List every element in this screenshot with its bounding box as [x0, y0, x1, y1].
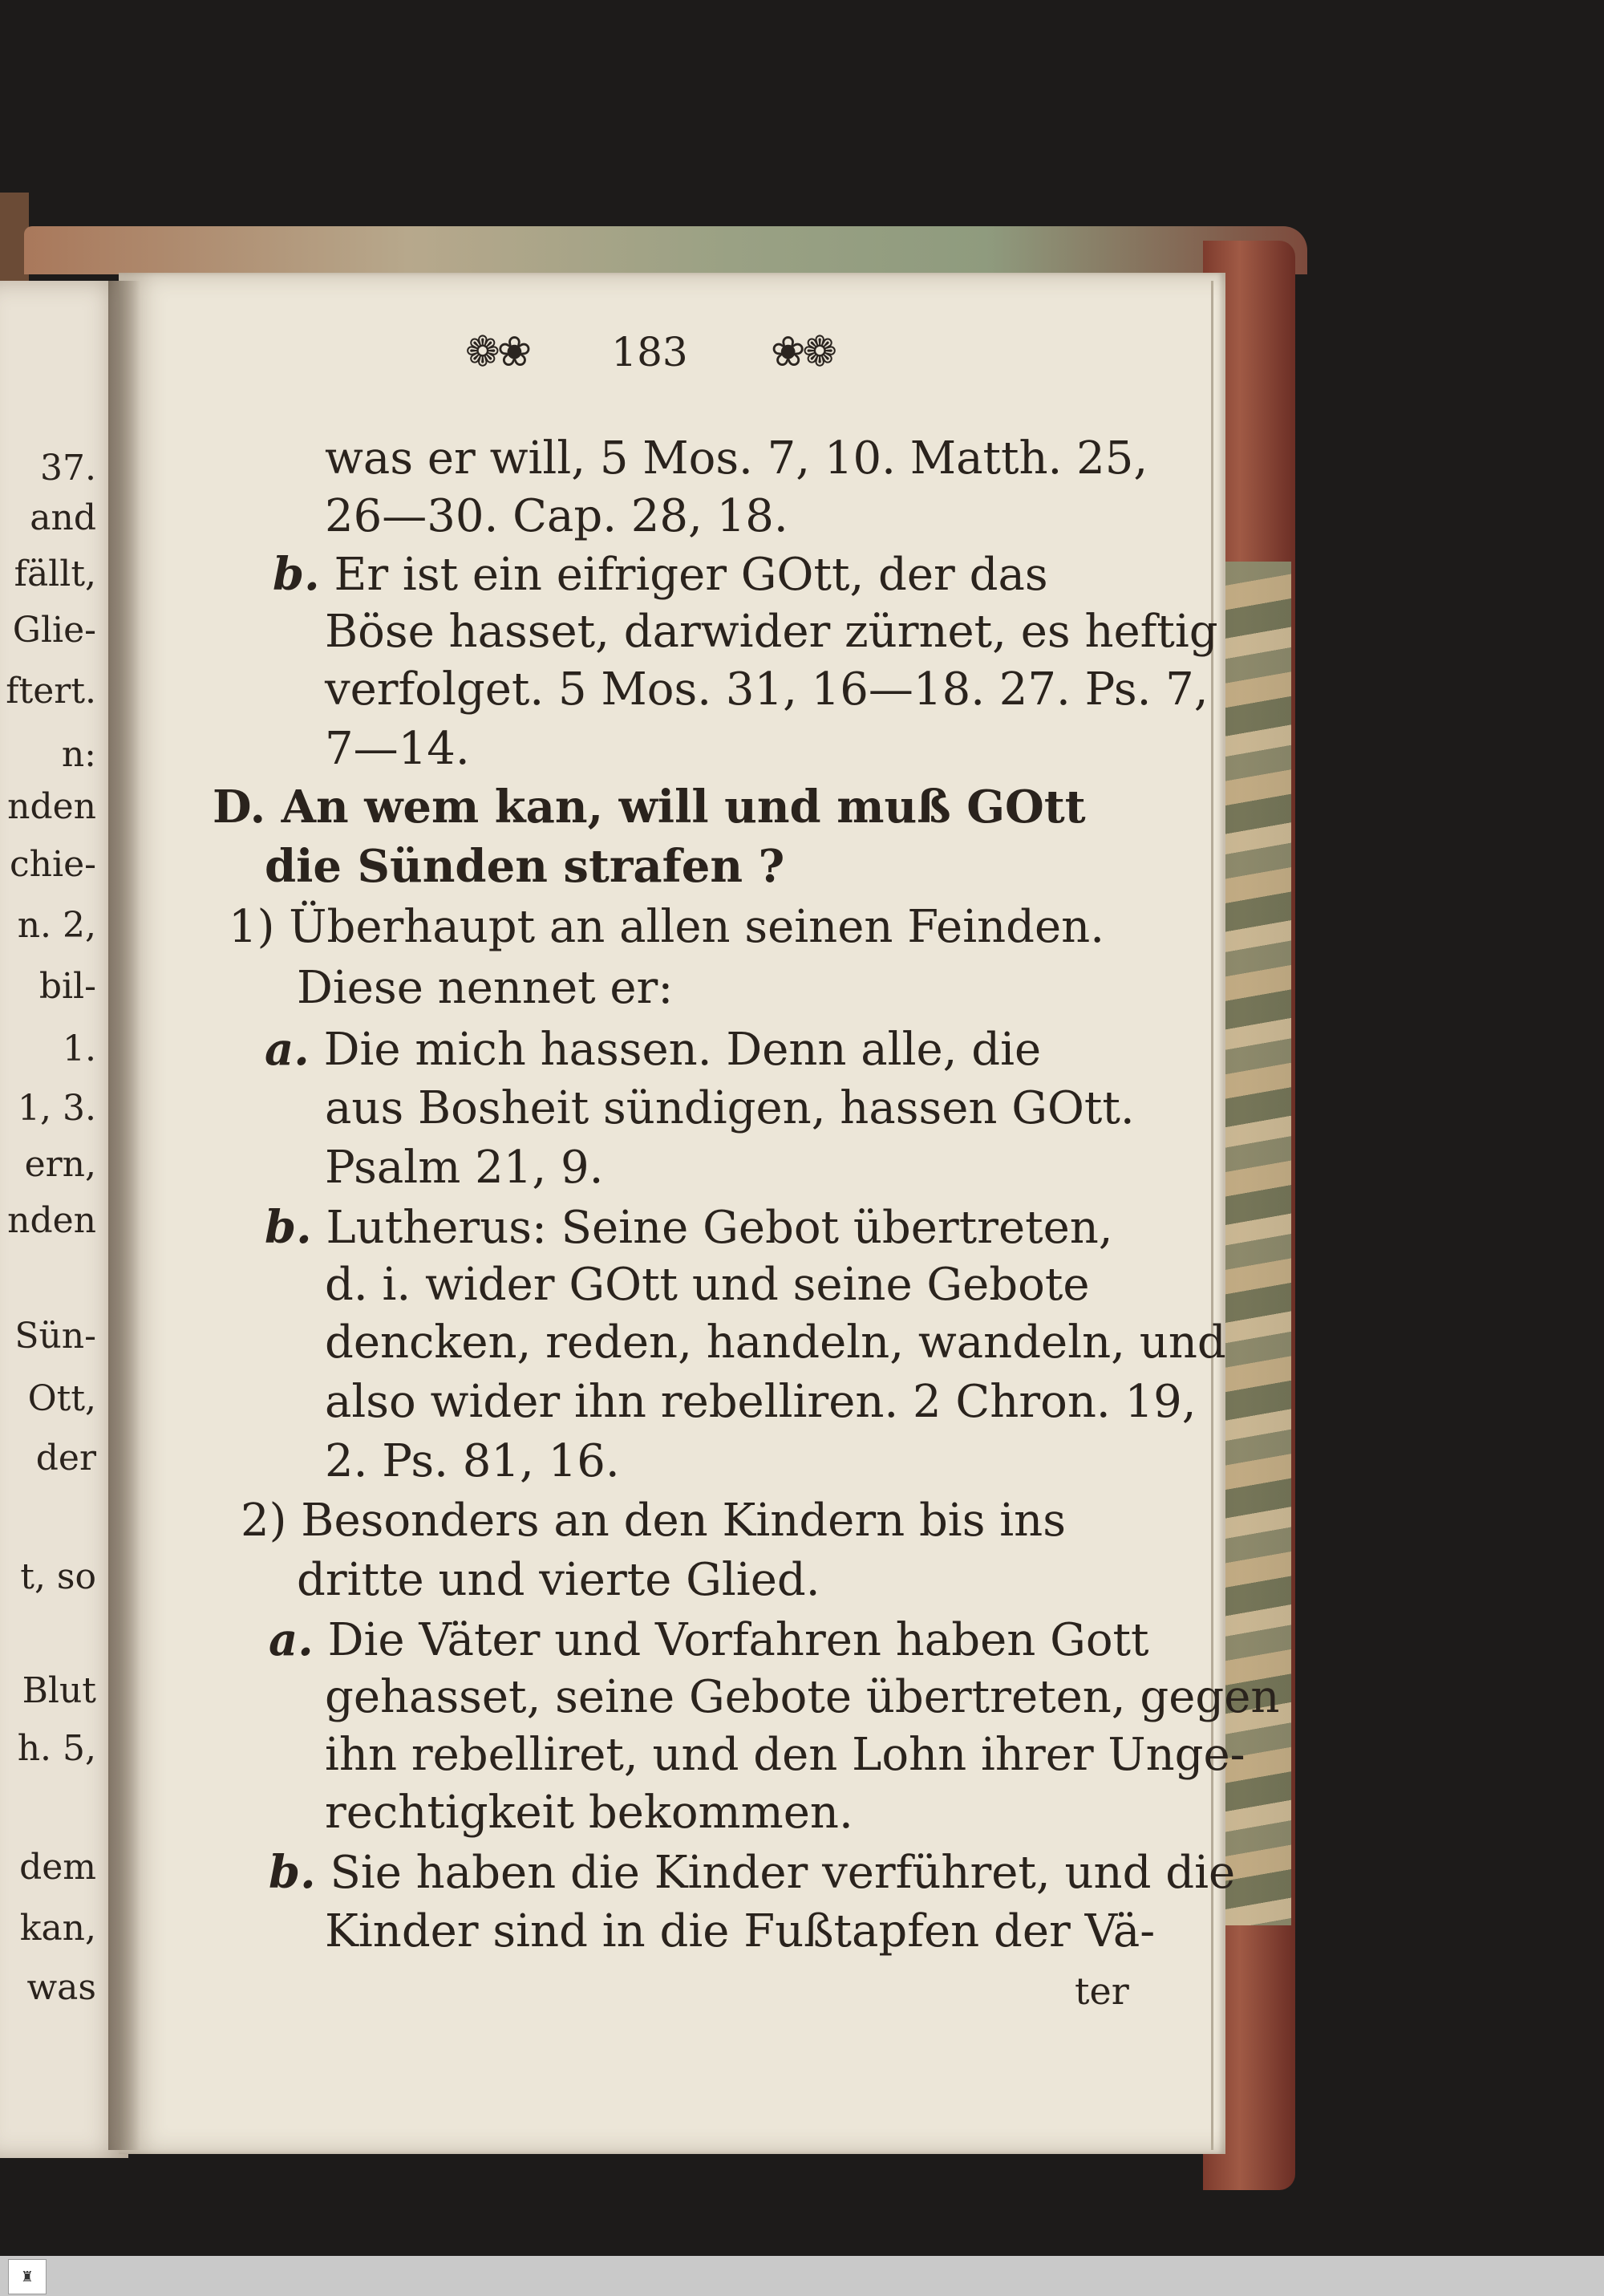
text-line: Böse hasset, darwider zürnet, es heftig	[325, 606, 1218, 658]
left-fragment: 1, 3.	[18, 1088, 96, 1129]
text-line: 7—14.	[325, 723, 470, 775]
left-fragment: Ott,	[27, 1378, 96, 1419]
left-fragment: dem	[19, 1847, 96, 1888]
ornament-right-icon: ❀❁	[770, 328, 834, 376]
text-line: dritte und vierte Glied.	[297, 1554, 820, 1606]
left-fragment: chie-	[10, 844, 96, 885]
left-fragment: n. 2,	[17, 905, 96, 946]
library-logo-icon[interactable]: ♜	[8, 2259, 47, 2294]
left-fragment: and	[30, 497, 96, 538]
text-line: a. Die Väter und Vorfahren haben Gott	[269, 1613, 1149, 1666]
text-line: b. Lutherus: Seine Gebot übertreten,	[265, 1201, 1113, 1254]
item-marker: b.	[269, 1846, 316, 1899]
left-fragment: kan,	[19, 1908, 96, 1949]
left-fragment: t, so	[20, 1556, 96, 1597]
text-line: also wider ihn rebelliren. 2 Chron. 19,	[325, 1376, 1197, 1428]
section-marker: D.	[213, 781, 266, 834]
left-fragment: 37.	[40, 448, 96, 489]
left-fragment: ftert.	[6, 671, 96, 712]
text-line: Diese nennet er:	[297, 962, 674, 1014]
page-header	[465, 324, 834, 380]
text-line: 2. Ps. 81, 16.	[325, 1435, 620, 1487]
text-line: a. Die mich hassen. Denn alle, die	[265, 1023, 1042, 1076]
text-line: 1) Überhaupt an allen seinen Feinden.	[229, 901, 1105, 953]
text-line: ihn rebelliret, und den Lohn ihrer Unge-	[325, 1729, 1246, 1781]
left-fragment: 1.	[63, 1028, 96, 1069]
left-fragment: der	[35, 1438, 96, 1479]
left-fragment: was	[26, 1967, 96, 2008]
left-fragment: n:	[61, 734, 96, 775]
text-line: verfolget. 5 Mos. 31, 16—18. 27. Ps. 7,	[325, 663, 1209, 716]
left-fragment: bil-	[38, 966, 96, 1007]
gutter-shadow	[108, 281, 140, 2150]
section-heading: D. An wem kan, will und muß GOtt	[213, 781, 1086, 834]
left-fragment: Sün-	[14, 1316, 96, 1357]
item-marker: a.	[269, 1613, 314, 1666]
left-fragment: nden	[7, 1200, 96, 1241]
item-marker: 1)	[229, 901, 275, 953]
text-line: gehasset, seine Gebote übertreten, gegen	[325, 1671, 1280, 1723]
text-line: Kinder sind in die Fußtapfen der Vä-	[325, 1905, 1156, 1957]
text-line: was er will, 5 Mos. 7, 10. Matth. 25,	[325, 432, 1148, 485]
text-line: d. i. wider GOtt und seine Gebote	[325, 1259, 1090, 1311]
left-fragment: fällt,	[14, 554, 96, 594]
text-line: rechtigkeit bekommen.	[325, 1787, 853, 1839]
section-heading: die Sünden strafen ?	[265, 840, 785, 893]
left-fragment: Glie-	[12, 610, 96, 651]
item-marker: a.	[265, 1023, 310, 1076]
ornament-left-icon: ❁❀	[465, 328, 529, 376]
text-line: b. Er ist ein eifriger GOtt, der das	[273, 548, 1048, 601]
item-marker: b.	[265, 1201, 312, 1254]
left-fragment: h. 5,	[17, 1728, 96, 1769]
text-line: dencken, reden, handeln, wandeln, und	[325, 1316, 1226, 1369]
text-line: b. Sie haben die Kinder verführet, und die	[269, 1846, 1236, 1899]
catchword: ter	[1075, 1969, 1129, 2013]
text-line: 26—30. Cap. 28, 18.	[325, 490, 788, 542]
item-marker: b.	[273, 548, 320, 601]
book-top-edge	[24, 226, 1307, 274]
text-line: Psalm 21, 9.	[325, 1142, 604, 1194]
left-fragment: Blut	[22, 1670, 96, 1711]
text-line: aus Bosheit sündigen, hassen GOtt.	[325, 1082, 1135, 1134]
left-fragment: nden	[7, 786, 96, 827]
item-marker: 2)	[241, 1495, 287, 1547]
text-line: 2) Besonders an den Kindern bis ins	[241, 1495, 1066, 1547]
viewer-footer-bar	[0, 2256, 1604, 2296]
left-fragment: ern,	[24, 1144, 96, 1185]
page-number: 183	[611, 329, 688, 375]
